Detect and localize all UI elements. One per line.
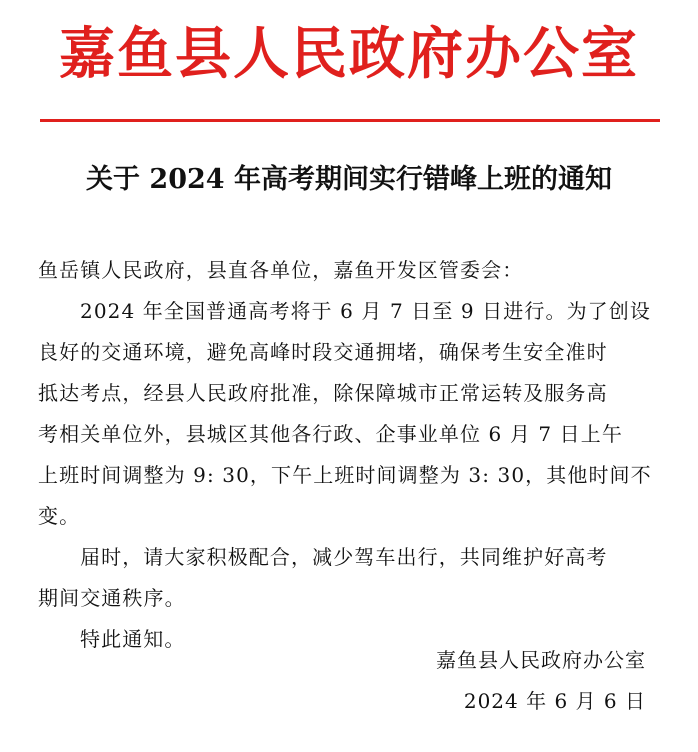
signature-block [436, 640, 646, 722]
letterhead-title: 嘉鱼县人民政府办公室 [59, 21, 639, 87]
addressee-line: 鱼岳镇人民政府，县直各单位，嘉鱼开发区管委会： [38, 258, 524, 282]
paragraph1-line: 考相关单位外，县城区其他各行政、企事业单位 6 月 7 日上午 [38, 422, 623, 446]
paragraph1-line: 抵达考点，经县人民政府批准，除保障城市正常运转及服务高 [38, 381, 608, 405]
signature-issuer: 嘉鱼县人民政府办公室 [436, 648, 646, 672]
paragraph1-line: 良好的交通环境，避免高峰时段交通拥堵，确保考生安全准时 [38, 340, 608, 364]
letterhead-red-rule [40, 119, 660, 122]
notice-title: 关于 2024 年高考期间实行错峰上班的通知 [86, 164, 612, 195]
paragraph2-line: 届时，请大家积极配合，减少驾车出行，共同维护好高考 [80, 545, 608, 569]
paragraph1-line: 2024 年全国普通高考将于 6 月 7 日至 9 日进行。为了创设 [80, 299, 651, 323]
paragraph2-line: 期间交通秩序。 [38, 586, 186, 610]
paragraph1-line: 变。 [38, 504, 81, 528]
notice-body [38, 250, 662, 660]
paragraph1-line: 上班时间调整为 9: 30，下午上班时间调整为 3: 30，其他时间不 [38, 463, 652, 487]
signature-date: 2024 年 6 月 6 日 [463, 689, 646, 713]
closing-line: 特此通知。 [80, 627, 186, 651]
